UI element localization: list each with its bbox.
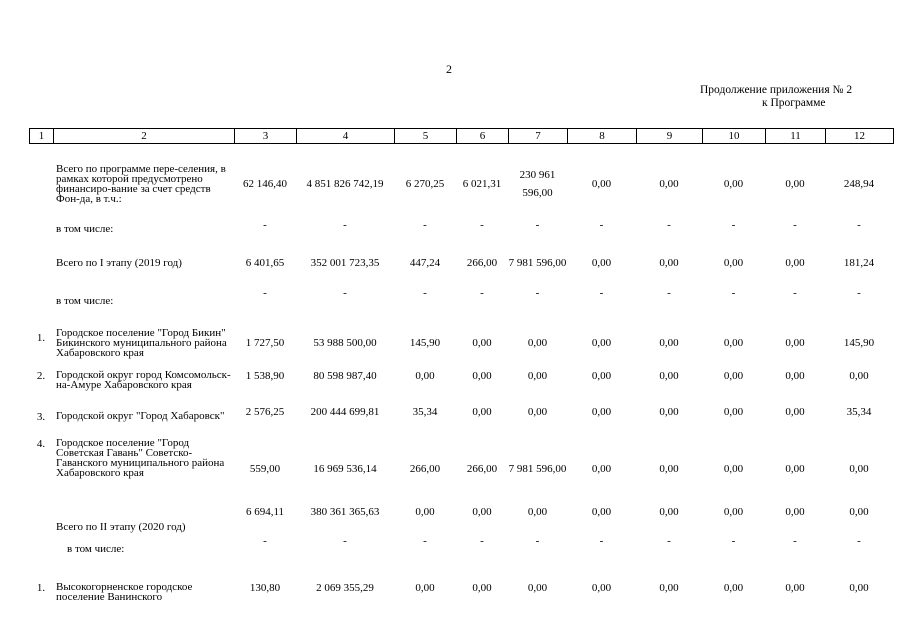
cell: 2 069 355,29 [316,582,374,594]
cell: 35,34 [846,406,872,418]
cell: - [535,219,540,231]
row-name: Городское поселение "Город Советская Гавань" Советско-Гаванского муниципального района Хабаровского края [56,437,225,479]
cell: 0,00 [723,463,744,475]
row-name: Высокогорненское городское поселение Ванинского [56,581,193,603]
row-name: в том числе: [56,223,114,235]
cell: 0,00 [785,506,805,518]
program-table [29,150,893,604]
cell: 0,00 [659,337,679,349]
cell: - [667,535,671,547]
cell: - [599,535,604,547]
cell: - [599,219,604,231]
cell: 0,00 [591,506,612,518]
table-row-subheading [29,286,893,316]
cell: 0,00 [723,582,744,594]
cell: 200 444 699,81 [310,406,380,418]
header-col-4: 4 [297,129,395,144]
cell: 0,00 [723,337,744,349]
table-row-subheading [29,534,893,564]
cell: 0,00 [415,582,435,594]
cell: 0,00 [591,406,612,418]
cell: - [263,287,267,299]
cell: 266,00 [409,463,441,475]
row-name: в том числе: [67,543,125,555]
cell: 6 270,25 [405,178,445,190]
cell: 145,90 [409,337,441,349]
table-row-municipality [29,370,893,406]
cell: 0,00 [659,370,679,382]
cell: 80 598 987,40 [313,370,377,382]
cell: 447,24 [409,257,441,269]
cell: 0,00 [849,506,869,518]
row-number [29,534,53,564]
row-name: в том числе: [56,295,114,307]
header-col-11: 11 [766,129,826,144]
cell: 0,00 [849,582,869,594]
cell: - [857,287,861,299]
cell: 145,90 [843,337,875,349]
table-row-subheading [29,218,893,240]
cell: 0,00 [415,506,435,518]
cell: 0,00 [723,370,744,382]
cell: 380 361 365,63 [310,506,380,518]
cell: 0,00 [591,257,612,269]
table-row-program-total [29,150,893,218]
cell: - [599,287,604,299]
table-row-municipality [29,564,893,604]
cell: 559,00 [249,463,281,475]
cell: 0,00 [591,370,612,382]
cell: 0,00 [591,337,612,349]
cell: 230 961 596,00 [519,169,556,199]
cell: 53 988 500,00 [313,337,377,349]
cell: - [423,535,427,547]
cell: 0,00 [785,337,805,349]
page-number: 2 [446,62,452,76]
cell: 0,00 [591,582,612,594]
row-name: Городской округ город Комсомольск-на-Амуре Хабаровского края [56,369,231,391]
appendix-line-2: к Программе [762,97,826,109]
cell: 0,00 [785,406,805,418]
cell: 1 727,50 [245,337,285,349]
cell: 181,24 [843,257,875,269]
header-col-8: 8 [568,129,637,144]
table-row-municipality [29,406,893,438]
cell: 2 576,25 [245,406,285,418]
cell: 266,00 [466,463,498,475]
cell: 352 001 723,35 [310,257,380,269]
table-row-stage-1-total [29,240,893,286]
cell: 0,00 [785,582,805,594]
header-col-9: 9 [637,129,703,144]
cell: 62 146,40 [243,178,287,190]
cell: - [343,535,347,547]
cell: 0,00 [527,406,548,418]
row-number [29,150,53,218]
cell: 0,00 [785,463,805,475]
cell: 16 969 536,14 [313,463,377,475]
cell: - [263,535,267,547]
cell: 0,00 [785,257,805,269]
cell: 0,00 [527,337,548,349]
cell: 0,00 [659,178,679,190]
cell: - [423,287,427,299]
row-number: 1. [36,332,46,344]
header-col-10: 10 [703,129,766,144]
cell: 266,00 [466,257,498,269]
cell: 6 021,31 [462,178,502,190]
cell: - [667,219,671,231]
cell: - [423,219,427,231]
cell: - [731,219,736,231]
header-col-7: 7 [509,129,568,144]
cell: 0,00 [415,370,435,382]
cell: 6 401,65 [245,257,285,269]
cell: 0,00 [849,370,869,382]
cell: 0,00 [472,337,492,349]
cell: 4 851 826 742,19 [306,178,384,190]
table-row-municipality [29,438,893,500]
column-number-header [29,128,894,144]
header-col-1: 1 [30,129,54,144]
cell: 0,00 [785,178,805,190]
cell: - [667,287,671,299]
cell: 0,00 [527,506,548,518]
cell: 0,00 [527,582,548,594]
row-number: 1. [36,582,46,594]
cell: - [535,535,540,547]
row-number [29,240,53,286]
cell: 1 538,90 [245,370,285,382]
cell: - [793,219,797,231]
cell: 0,00 [659,463,679,475]
header-col-2: 2 [54,129,235,144]
cell: 0,00 [591,463,612,475]
header-col-5: 5 [395,129,457,144]
cell: 0,00 [723,257,744,269]
cell: 0,00 [849,463,869,475]
cell: 0,00 [472,406,492,418]
cell: - [857,219,861,231]
cell: - [857,535,861,547]
cell: 0,00 [659,257,679,269]
cell: 0,00 [723,406,744,418]
cell: 0,00 [723,506,744,518]
table-row-municipality [29,316,893,370]
row-number: 2. [36,370,46,382]
cell: - [731,535,736,547]
cell: 0,00 [785,370,805,382]
cell: 0,00 [472,506,492,518]
cell: - [793,287,797,299]
row-number [29,286,53,316]
cell: - [343,219,347,231]
cell: 35,34 [412,406,438,418]
row-name: Городское поселение "Город Бикин" Бикинского муниципального района Хабаровского края [56,327,227,359]
cell: - [480,219,484,231]
header-row [30,129,894,144]
row-name: Всего по II этапу (2020 год) [56,521,186,533]
cell: - [793,535,797,547]
appendix-caption [700,84,852,110]
cell: 0,00 [472,582,492,594]
cell: 248,94 [843,178,875,190]
appendix-line-1: Продолжение приложения № 2 [700,84,853,96]
cell: 0,00 [659,582,679,594]
cell: 6 694,11 [245,506,285,518]
row-number [29,218,53,240]
header-col-12: 12 [826,129,894,144]
row-number: 4. [36,438,46,450]
row-number [29,500,53,534]
cell: - [731,287,736,299]
cell: 0,00 [527,370,548,382]
cell: - [480,287,484,299]
cell: 0,00 [723,178,744,190]
cell: 0,00 [659,406,679,418]
cell: 7 981 596,00 [508,257,567,269]
cell: - [343,287,347,299]
cell: 0,00 [472,370,492,382]
cell: - [535,287,540,299]
cell: 0,00 [659,506,679,518]
cell: 0,00 [591,178,612,190]
cell: 130,80 [249,582,281,594]
row-name: Всего по I этапу (2019 год) [56,257,182,269]
row-name: Городской округ "Город Хабаровск" [56,410,225,422]
cell: 7 981 596,00 [508,463,567,475]
table-row-stage-2-total [29,500,893,534]
header-col-6: 6 [457,129,509,144]
cell: - [480,535,484,547]
row-name: Всего по программе пере-селения, в рамках которой предусмотрено финансиро-вание за счет средств Фон-да, в т.ч.: [56,163,226,205]
cell: - [263,219,267,231]
row-number: 3. [36,411,46,423]
header-col-3: 3 [235,129,297,144]
